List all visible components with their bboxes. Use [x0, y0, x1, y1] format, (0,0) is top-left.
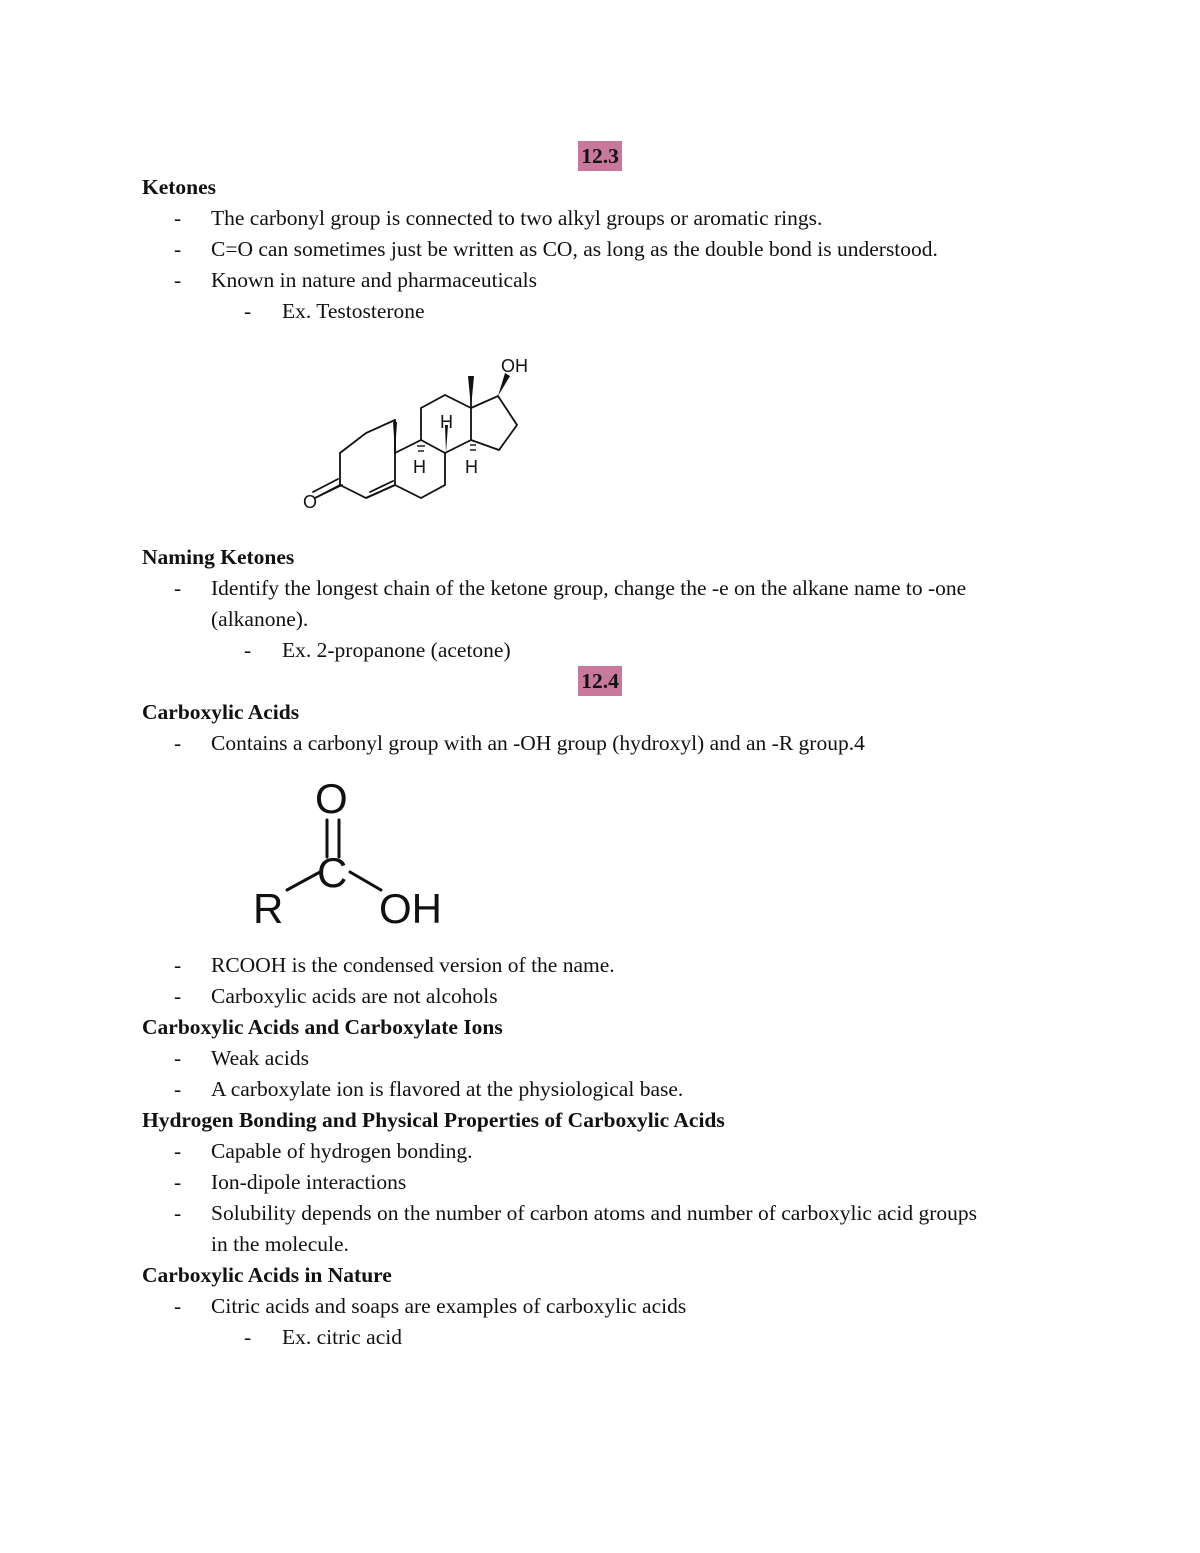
- document-page: 12.3 Ketones - The carbonyl group is connected to two alkyl groups or aromatic rings. - C=O can sometimes just be written as CO, as long as the double bond is understood. - Known in nature and pharmaceuticals - Ex. Testosterone OH H H H O Naming Ketones - Identify the longest chain of the ketone group, change the -e on the alkane name to -one (alkanone). - Ex. 2-propanone (acetone) 12.4 Carboxylic Acids - Contains a carbonyl group with an -OH group (hydroxyl) and an -R group.4 O C R OH - RCOOH is the condensed version of the name. - Carboxylic acids are not alcohols Carboxylic Acids and Carboxylate Ions - Weak acids - A carboxylate ion is flavored at the physiological base. Hydrogen Bonding and Physical Properties of Carboxylic Acids - Capable of hydrogen bonding. - Ion-dipole interactions - Solubility depends on the number of carbon atoms and number of carboxylic acid groups in the molecule. Carboxylic Acids in Nature - Citric acids and soaps are examples of carboxylic acids - Ex. citric acid: [0, 0, 1200, 1553]
- hydroxyl-label: OH: [379, 885, 442, 932]
- oxygen-label: O: [315, 775, 348, 822]
- carboxyl-group-structure-figure: [245, 775, 465, 935]
- heading-hydrogen-bonding: Hydrogen Bonding and Physical Properties of Carboxylic Acids: [142, 1108, 725, 1132]
- oh-label: OH: [501, 356, 528, 376]
- o-label: O: [303, 492, 318, 512]
- carbon-label: C: [317, 849, 348, 896]
- testosterone-structure-figure: [285, 330, 545, 535]
- heading-naming-ketones: Naming Ketones: [142, 545, 295, 569]
- section-number-badge: 12.3: [578, 141, 622, 171]
- heading-carboxylic-acids-in-nature: Carboxylic Acids in Nature: [142, 1263, 392, 1287]
- heading-ketones: Ketones: [142, 175, 217, 199]
- bullet-continuation: (alkanone).: [211, 607, 309, 631]
- section-number-badge: 12.4: [578, 666, 622, 696]
- heading-carboxylate-ions: Carboxylic Acids and Carboxylate Ions: [142, 1015, 503, 1039]
- h-label: H: [465, 457, 478, 477]
- heading-carboxylic-acids: Carboxylic Acids: [142, 700, 300, 724]
- r-group-label: R: [253, 885, 284, 932]
- h-label: H: [413, 457, 426, 477]
- h-label: H: [440, 412, 453, 432]
- bullet-continuation: in the molecule.: [211, 1232, 349, 1256]
